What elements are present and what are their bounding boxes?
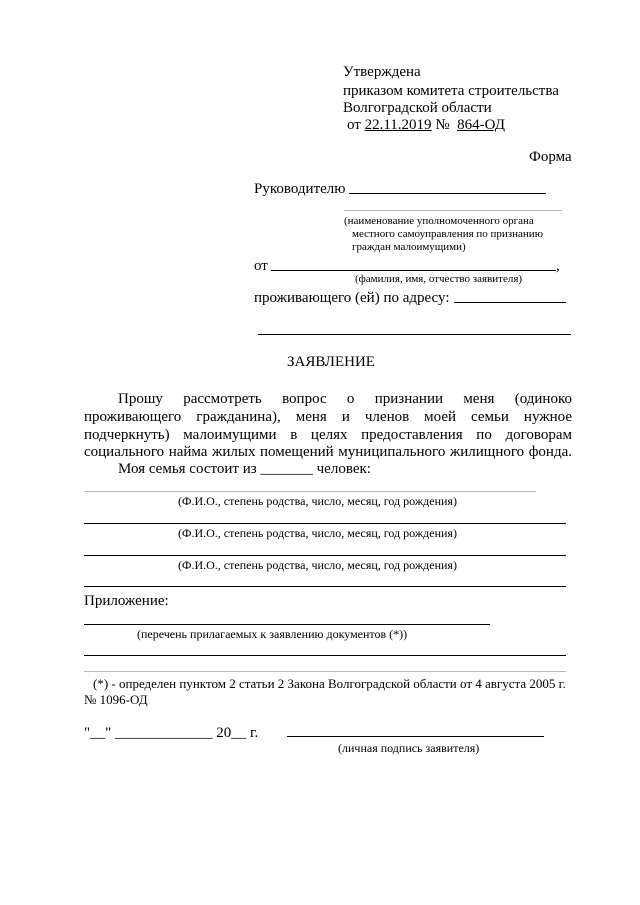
form-label: Форма (529, 149, 572, 165)
from-comma: , (556, 258, 560, 274)
attachments-hint: (перечень прилагаемых к заявлению документов (*)) (137, 627, 408, 641)
attachments-line-1 (84, 624, 490, 625)
signature-day: "__" (84, 725, 112, 741)
from-blank-line (271, 270, 556, 271)
to-label: Руководителю (254, 181, 346, 197)
approval-line-2: приказом комитета строительства (343, 83, 559, 99)
authority-hint-1: (наименование уполномоченного органа (344, 215, 534, 227)
signature-hint: (личная подпись заявителя) (338, 741, 480, 755)
authority-hint-3: граждан малоимущими) (352, 241, 466, 253)
family-row-line-4 (84, 586, 566, 587)
approval-line-3: Волгоградской области (343, 100, 492, 116)
from-label: от (254, 258, 268, 274)
approval-number: 864-ОД (457, 117, 505, 133)
signature-line (287, 736, 544, 737)
family-row-hint-1: (Ф.И.О., степень родства, число, месяц, год рождения) (178, 494, 457, 508)
footnote-line-2: № 1096-ОД (84, 692, 148, 707)
family-row-line-2 (84, 523, 566, 524)
family-row-line-1 (84, 491, 536, 492)
authority-hint-2: местного самоуправления по признанию (352, 228, 543, 240)
family-row-hint-2: (Ф.И.О., степень родства, число, месяц, год рождения) (178, 526, 457, 540)
body-line-4: социального найма жилых помещений муниципального жилищного фонда. (84, 444, 572, 460)
family-count-blank: _______ (260, 461, 313, 477)
approval-date-line (347, 116, 505, 134)
approval-number-sign: № (435, 117, 450, 133)
attachments-label: Приложение: (84, 593, 169, 609)
address-blank-line (454, 302, 566, 303)
family-row-line-3 (84, 555, 566, 556)
footnote-line-1: (*) - определен пунктом 2 статьи 2 Закона Волгоградской области от 4 августа 2005 г. (93, 676, 566, 691)
document-title: ЗАЯВЛЕНИЕ (287, 354, 375, 370)
approval-date-prefix: от (347, 117, 361, 133)
family-row-hint-3: (Ф.И.О., степень родства, число, месяц, год рождения) (178, 558, 457, 572)
body-line-1: Прошу рассмотреть вопрос о признании меня (одиноко (118, 391, 572, 407)
family-prefix: Моя семья состоит из (118, 461, 257, 477)
signature-month-blank: _____________ (115, 725, 213, 741)
attachments-line-2 (84, 655, 566, 656)
address-label: проживающего (ей) по адресу: (254, 290, 450, 306)
family-suffix: человек: (316, 461, 371, 477)
address-line-2 (258, 334, 571, 335)
from-hint: (фамилия, имя, отчество заявителя) (355, 273, 523, 285)
attachments-line-3 (84, 671, 566, 672)
body-line-3: подчеркнуть) малоимущими в целях предоставления по договорам (84, 427, 572, 443)
approval-line-1: Утверждена (343, 64, 421, 80)
signature-date-line (84, 724, 258, 742)
family-line (118, 460, 371, 478)
signature-year: 20__ г. (216, 725, 259, 741)
approval-date: 22.11.2019 (364, 117, 432, 133)
to-blank-line (349, 193, 546, 194)
body-line-2: проживающего гражданина), меня и членов моей семьи нужное (84, 409, 572, 425)
to-blank-line-2 (344, 210, 562, 211)
